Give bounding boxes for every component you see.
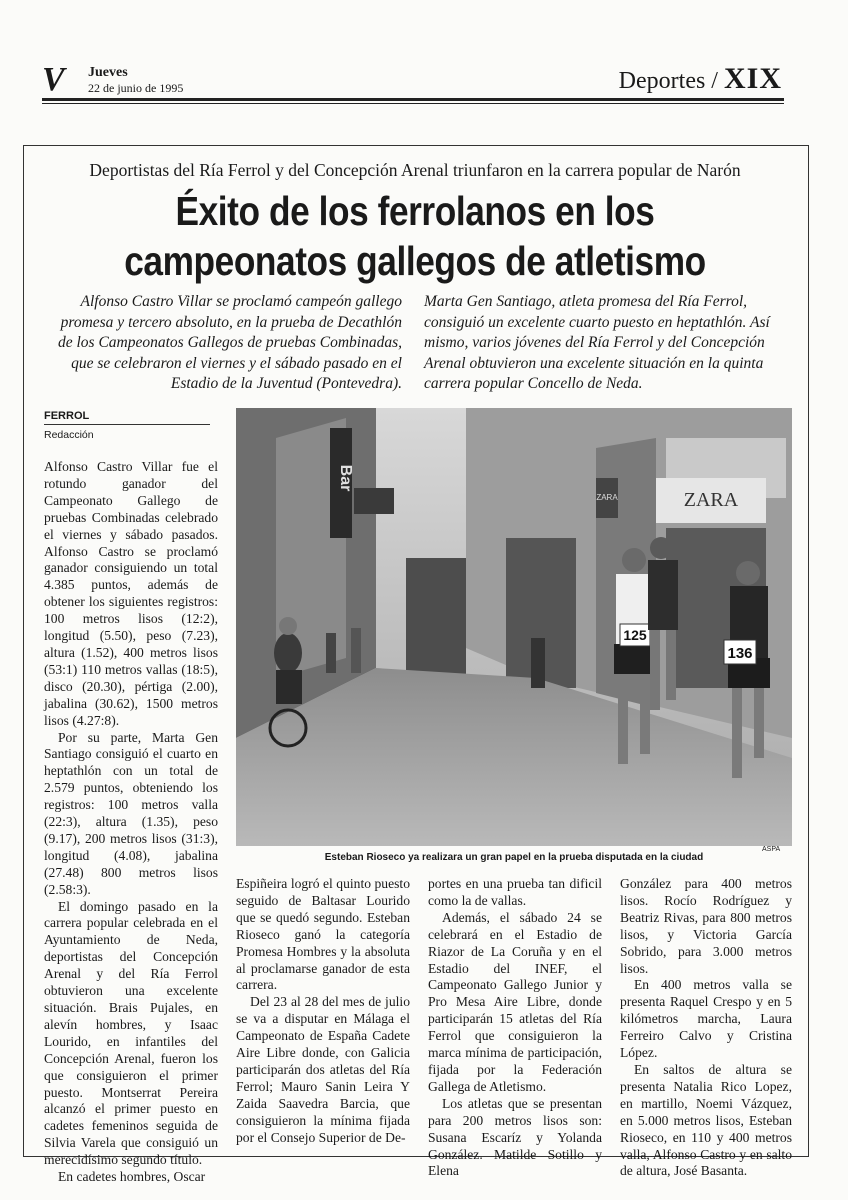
zara-sign: ZARA bbox=[596, 493, 618, 502]
header-rule-thin bbox=[42, 103, 784, 104]
article-column-4 bbox=[620, 876, 792, 1180]
section-header bbox=[619, 62, 782, 96]
street-race-photo bbox=[236, 408, 792, 846]
bib-number: 136 bbox=[727, 645, 753, 662]
subheadline-left: Alfonso Castro Villar se proclamó campeón gallego promesa y tercero absoluto, en la prueba de Decathlón de los Campeonatos Gallegos de pruebas Combinadas, que se celebraron el viernes y el sábado pasado en el Estadio de la Juventud (Pontevedra). bbox=[57, 293, 402, 392]
header-rule bbox=[42, 98, 784, 101]
section-name: Deportes / bbox=[618, 68, 718, 94]
zara-sign: ZARA bbox=[683, 489, 739, 511]
paragraph: En 400 metros valla se presenta Raquel Crespo y en 5 kilómetros marcha, Laura Ferreiro Calvo y Cristina López. bbox=[620, 977, 792, 1061]
issue-date: 22 de junio de 1995 bbox=[88, 81, 184, 95]
subheadline-right: Marta Gen Santiago, atleta promesa del Ría Ferrol, consiguió un excelente cuarto puesto en heptathlón. Así mismo, varios jóvenes del Ría Ferrol y del Concepción Arenal obtuvieron una excelente situación en la quinta carrera popular Concello de Neda. bbox=[424, 293, 770, 392]
shop-sign: Bar bbox=[337, 464, 354, 492]
paragraph: El domingo pasado en la carrera popular celebrada en el Ayuntamiento de Neda, deportistas del Concepción Arenal y del Ría Ferrol obtuvieron una excelente situación. Brais Pujales, en alevín hombres, y Isaac Lourido, en infantiles del Concepción Arenal, fueron los que consiguieron el primer puesto. Montserrat Pereira alcanzó el primer puesto en cadetes femeninos seguida de Silvia Varela que consiguió un merecidísimo segundo título. bbox=[44, 898, 218, 1168]
byline-author: Redacción bbox=[44, 429, 94, 441]
paragraph: Alfonso Castro Villar fue el rotundo ganador del Campeonato Gallego de pruebas Combinadas celebrado el viernes y sábado pasados. Alfonso Castro se proclamó ganador consiguiendo un total 4.385 puntos, además de obtener los siguientes registros: 100 metros lisos (12:2), longitud (5.50), peso (7.23), altura (1.52), 400 metros lisos (53:1) 110 metros vallas (18:5), disco (20.30), pértiga (2.00), jabalina (30.62), 1500 metros lisos (4.27:8). bbox=[44, 459, 218, 728]
article-photo bbox=[236, 408, 792, 846]
newspaper-logo: V bbox=[42, 61, 65, 98]
page-number: XIX bbox=[723, 62, 782, 95]
article-headline bbox=[78, 186, 752, 286]
paragraph: Los atletas que se presentan para 200 metros lisos son: Susana Escaríz y Yolanda González. Matilde Sotillo y Elena bbox=[428, 1095, 602, 1179]
paragraph: Del 23 al 28 del mes de julio se va a disputar en Málaga el Campeonato de España Cadete Aire Libre donde, con Galicia participarán dos atletas del Ría Ferrol; Mauro Sanin Leira Y Zaida Saavedra Barcia, que consiguieron la mínima fijada por el Consejo Superior de De- bbox=[236, 994, 410, 1145]
headline-line-2: campeonatos gallegos de atletismo bbox=[124, 238, 706, 284]
bib-number: 125 bbox=[623, 627, 647, 643]
paragraph: Por su parte, Marta Gen Santiago consiguió el cuarto en heptathlón con un total de 2.579 puntos, obteniendo los registros: 100 metros valla (22:3), altura (1.35), peso (9.17), 200 metros lisos (31:3), longitud (4.08), jabalina (27.48) 800 metros lisos (2.58:3). bbox=[44, 729, 218, 897]
article-column-3 bbox=[428, 876, 602, 1180]
paragraph: En saltos de altura se presenta Natalia Rico Lopez, en martillo, Noemi Vázquez, en 5.000 metros lisos, Esteban Rioseco, en 110 y 400 metros valla, Alfonso Castro y en salto de altura, José Basanta. bbox=[620, 1061, 792, 1179]
headline-line-1: Éxito de los ferrolanos en los bbox=[175, 188, 655, 234]
paragraph: En cadetes hombres, Oscar bbox=[58, 1169, 206, 1185]
byline-place: FERROL bbox=[44, 410, 90, 422]
photo-credit: ASPA bbox=[762, 846, 781, 853]
paragraph: Además, el sábado 24 se celebrará en el Estadio de Riazor de La Coruña y en el Estadio del INEF, el Campeonato Gallego Junior y Pro Mesa Aire Libre, donde participarán 15 atletas del Ría Ferrol que consiguieron la marca mínima de participación, fijada por la Federación Gallega de Atletismo. bbox=[428, 909, 602, 1094]
paragraph: González para 400 metros lisos. Rocío Rodríguez y Beatriz Rivas, para 800 metros lisos, y Victoria García Sobrido, para 3.000 metros lisos. bbox=[620, 876, 792, 976]
photo-caption: Esteban Rioseco ya realizara un gran papel en la prueba disputada en la ciudad bbox=[324, 852, 704, 863]
article-kicker: Deportistas del Ría Ferrol y del Concepción Arenal triunfaron en la carrera popular de Narón bbox=[89, 160, 741, 180]
paragraph: Espiñeira logró el quinto puesto seguido de Baltasar Lourido que se quedó segundo. Esteban Rioseco ganó la categoría Promesa Hombres y la absoluta al proclamarse ganador de esta carrera. bbox=[236, 876, 410, 993]
byline-rule bbox=[44, 424, 210, 425]
article-column-1 bbox=[44, 459, 218, 1186]
article-column-2 bbox=[236, 876, 410, 1147]
issue-day: Jueves bbox=[88, 65, 128, 80]
paragraph: portes en una prueba tan dificil como la de vallas. bbox=[428, 876, 602, 908]
